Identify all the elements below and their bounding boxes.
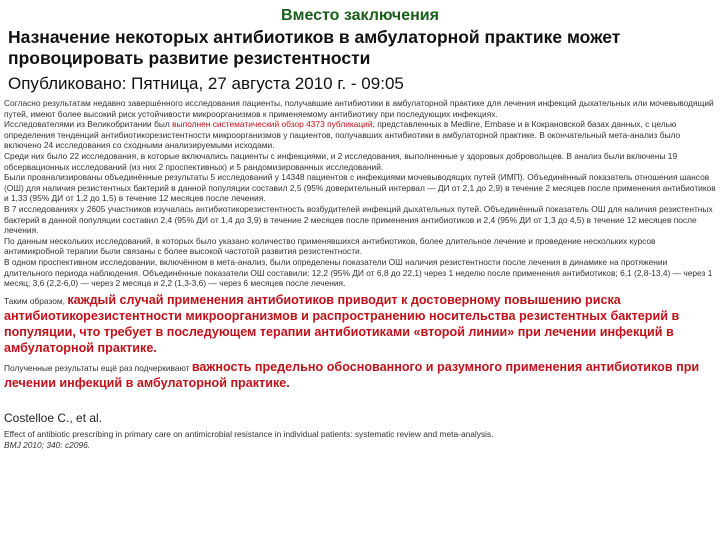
paragraph-methods-text: Исследователями из Великобритании был [4,119,173,130]
paragraph-respiratory: В 7 исследованиях у 2605 участников изучалась антибиотикорезистентность возбудителей инфекций дыхательных путей. Объединённый показатель ОШ для наличия резистентных бактерий в данной популяции составил 2,4 (95% ДИ от 1,4 до 3,9) в течение 2 месяцев после применения антибиотиков и 2,4 (95% ДИ от 1,3 до 4,5) в течение 12 месяцев после лечения. [4,203,713,236]
paragraph-methods-text-end: , представленных в Medline, Embase и в Кокрановской базах данных, с целью определения тенденций антибиотикорезистентности микроорганизмов у пациентов, получавших антибиотики в амбулаторной практике. В окончательный мета-анализ было включено 24 исследования со сходными анализируемыми исходами. [4,119,681,151]
published-date: Опубликовано: Пятница, 27 августа 2010 г. - 09:05 [8,74,404,93]
paragraph-intro: Согласно результатам недавно завершённого исследования пациенты, получавшие антибиотики в амбулаторной практике для лечения инфекций дыхательных или мочевыводящий путей, имеют более высокий риск устойчивости микроорганизмов к применяемому антибиотику при последующих инфекциях. [4,98,714,119]
paragraph-studies: Среди них было 22 исследования, в которые включались пациенты с инфекциями, и 2 исследования, выполненные у здоровых добровольцев. В анализ были включены 19 обсервационных исследований (из них 2 проспективных) и 5 рандомизированных исследований. [4,150,678,172]
reference [4,429,716,450]
conclusion-1 [4,292,716,356]
paragraph-duration: По данным нескольких исследований, в которых было указано количество применявшихся антибиотиков, более длительное лечение и проведение нескольких курсов антимикробной терапии были связаны с более высокой частотой развития резистентности. [4,235,656,257]
paragraph-prospective: В одном проспективном исследовании, включённом в мета-анализ, были определены показатели ОШ наличия резистентности после лечения в динамике на протяжении длительного периода наблюдения. Объединённые показатели ОШ составили: 12,2 (95% ДИ от 6,8 до 22,1) через 1 неделю после применения антибиотиков; 6,1 (2,8-13,4) — через 1 месяц; 3,6 (2,2-6,0) — через 2 месяца и 2,2 (1,3-3,6) — через 6 месяцев после лечения. [4,256,713,289]
reference-title: Effect of antibiotic prescribing in primary care on antimicrobial resistance in individual patients: systematic review and meta-analysis. [4,429,494,440]
section-kicker: Вместо заключения [281,7,439,24]
author: Costelloe C., et al. [4,410,103,425]
conclusion-2 [4,359,716,391]
conclusion-2-emphasis: важность предельно обоснованного и разумного применения антибиотиков при лечении инфекций в амбулаторной практике. [4,359,700,390]
conclusion-1-emphasis: каждый случай применения антибиотиков приводит к достоверному повышению риска антибиотикорезистентности микроорганизмов и распространению носительства резистентных бактерий в популяции, что требует в последующем терапии антибиотиками «второй линии» при лечении инфекций в амбулаторной практике. [4,292,680,355]
conclusion-1-lead: Таким образом, [4,295,68,306]
review-link[interactable]: выполнен систематический обзор 4373 публикаций [172,119,373,130]
paragraph-methods [4,119,716,151]
conclusion-2-lead: Полученные результаты ещё раз подчеркивают [4,362,192,373]
page-title: Назначение некоторых антибиотиков в амбулаторной практике может провоцировать развитие резистентности [8,27,621,68]
reference-journal: BMJ 2010; 340: c2096. [4,439,91,450]
article-body [4,98,716,450]
paragraph-uti: Были проанализированы объединённые результаты 5 исследований у 14348 пациентов с инфекциями мочевыводящих путей (ИМП). Объединённый показатель отношения шансов (ОШ) для наличия резистентных бактерий в данной популяции составил 2,5 (95% доверительный интервал — ДИ от 2,1 до 2,9) в течение 2 месяцев после применения антибиотиков и 1,33 (95% ДИ от 1,2 до 1,5) в течение 12 месяцев после лечения. [4,172,716,204]
